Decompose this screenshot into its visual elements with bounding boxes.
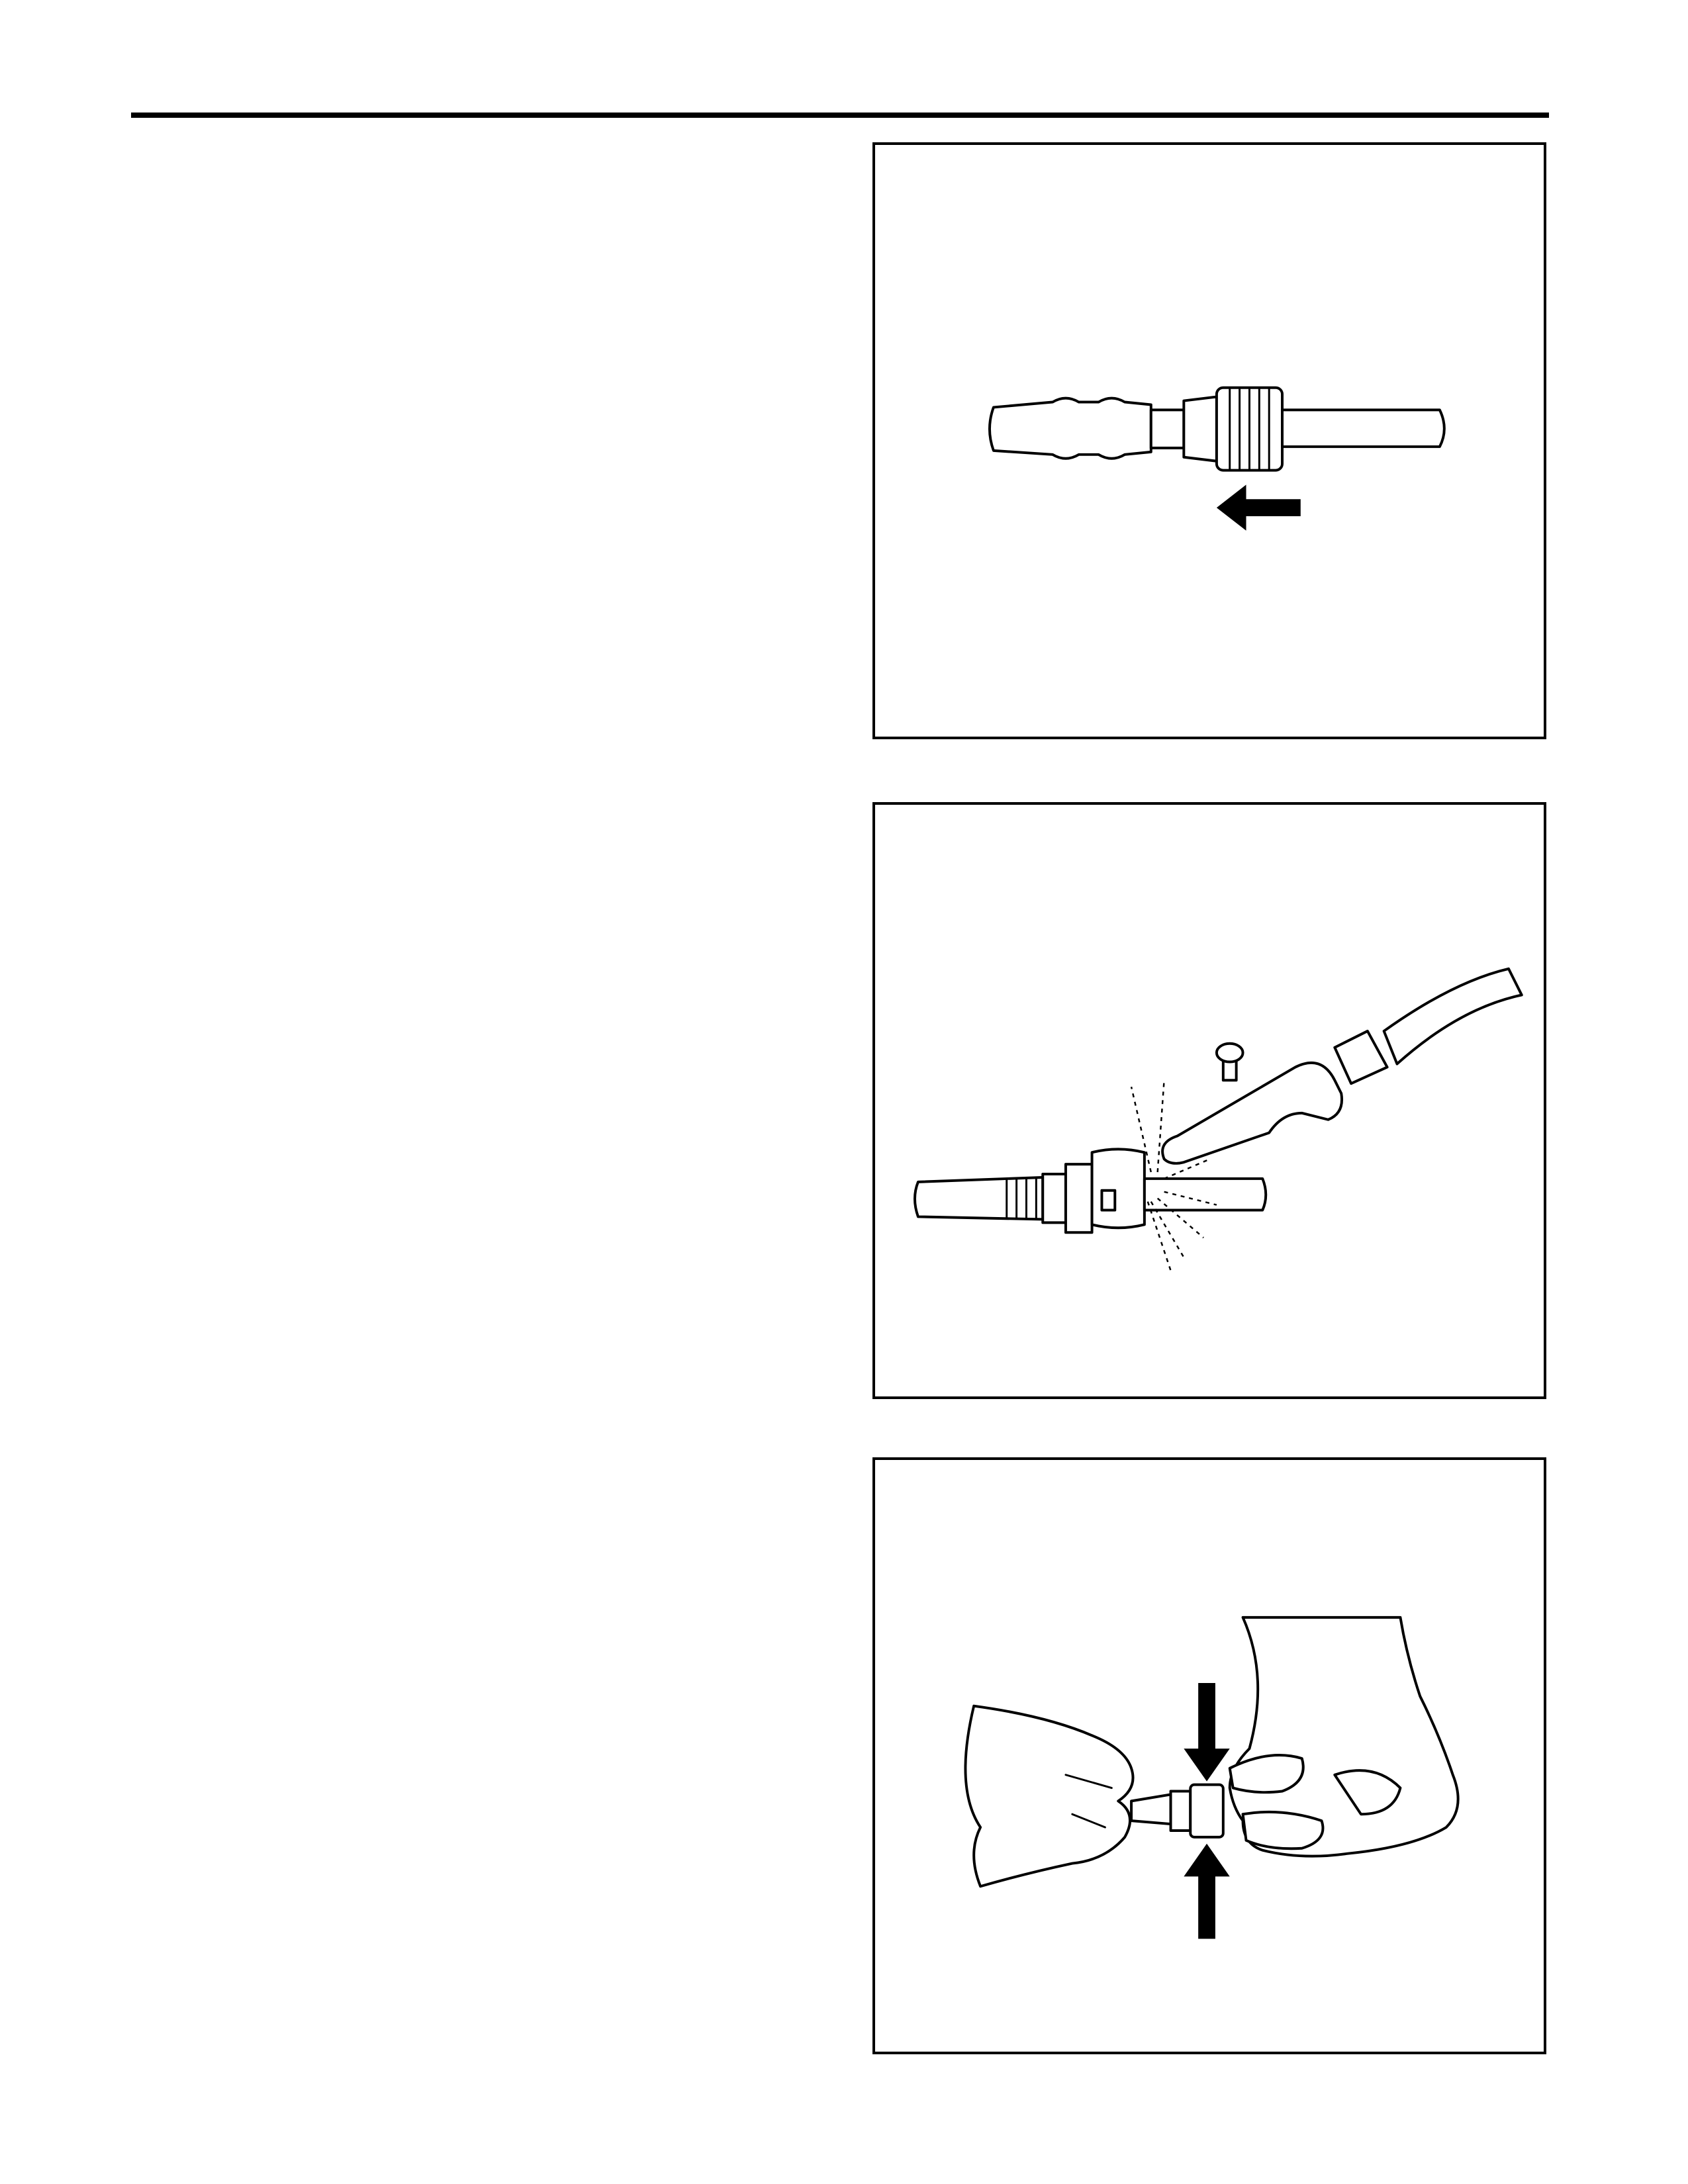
arrow-left-icon <box>1217 484 1301 530</box>
arrow-up-icon <box>1184 1844 1229 1939</box>
figure-tube-connector-insert <box>872 142 1546 739</box>
hands-release-illustration <box>875 1460 1544 2052</box>
figure-hands-release-connector <box>872 1457 1546 2054</box>
air-blow-gun-icon <box>1162 969 1522 1163</box>
tube-connector-illustration <box>875 145 1544 737</box>
air-blow-illustration <box>875 805 1544 1396</box>
arrow-down-icon <box>1184 1683 1229 1782</box>
header-rule <box>131 113 1549 118</box>
figure-air-blow-cleaning <box>872 802 1546 1399</box>
